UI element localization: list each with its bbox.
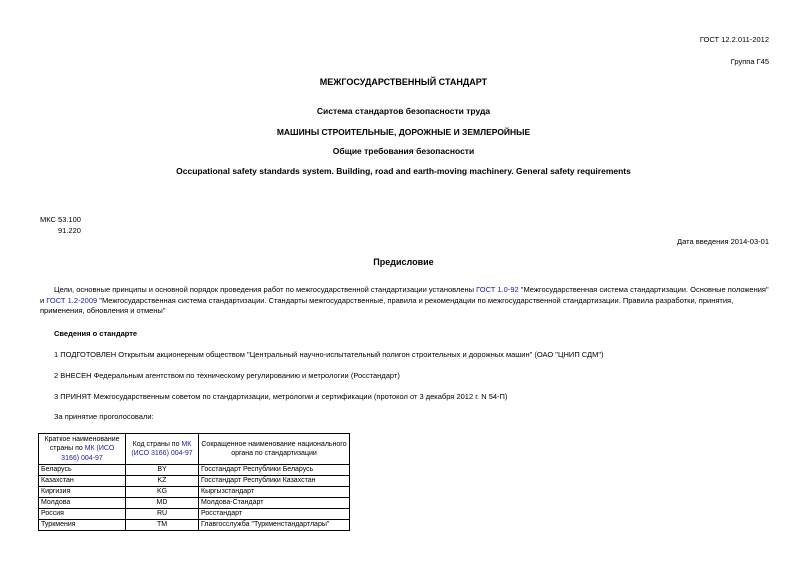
national-body-cell: Госстандарт Республики Казахстан (199, 476, 350, 487)
mk-iso-3166-code-link[interactable]: МК (ИСО 3166) 004-97 (131, 440, 193, 457)
national-body-cell: Росстандарт (199, 509, 350, 520)
national-body-cell: Госстандарт Республики Беларусь (199, 465, 350, 476)
column-header-country (39, 434, 126, 465)
document-title: МАШИНЫ СТРОИТЕЛЬНЫЕ, ДОРОЖНЫЕ И ЗЕМЛЕРОЙНЫЕ (276, 127, 531, 137)
standard-info-heading: Сведения о стандарте (54, 329, 138, 338)
foreword-text-3: "Межгосударственная система стандартизации. Стандарты межгосударственные, правила и рекомендации по межгосударственной стандартизации. Правила разработки, принятия, применения, обновления и отмены" (40, 295, 734, 315)
table-row (39, 520, 350, 531)
table-row (39, 498, 350, 509)
voting-countries-table (38, 433, 350, 531)
column-header-code (126, 434, 199, 465)
table-row (39, 465, 350, 476)
mks-code-secondary: 91.220 (58, 226, 81, 235)
english-title: Occupational safety standards system. Building, road and earth-moving machinery. General safety requirements (176, 166, 631, 176)
system-title: Система стандартов безопасности труда (316, 106, 491, 116)
national-body-cell: Главгосслужба "Туркменстандартлары" (199, 520, 350, 531)
country-cell: Киргизия (39, 487, 126, 498)
foreword-paragraph (40, 285, 772, 317)
country-cell: Туркмения (39, 520, 126, 531)
introduction-date: Дата введения 2014-03-01 (677, 237, 769, 246)
table-row (39, 476, 350, 487)
column-header-country-text: Краткое наименование страны по (44, 435, 120, 453)
mks-code: МКС 53.100 (40, 215, 81, 224)
info-item-introduced: 2 ВНЕСЕН Федеральным агентством по техническому регулированию и метрологии (Росстандарт) (54, 371, 400, 380)
voted-label: За принятие проголосовали: (54, 412, 154, 421)
country-code-cell: KG (126, 487, 199, 498)
national-body-cell: Молдова-Стандарт (199, 498, 350, 509)
group-label: Группа Г45 (730, 57, 769, 66)
country-code-cell: MD (126, 498, 199, 509)
country-cell: Молдова (39, 498, 126, 509)
foreword-text-1: Цели, основные принципы и основной порядок проведения работ по межгосударственной стандартизации установлены (54, 285, 477, 294)
country-cell: Беларусь (39, 465, 126, 476)
foreword-text-2: "Межгосударственная система стандартизации. Основные положения" и (40, 285, 769, 305)
table-row (39, 487, 350, 498)
gost-1-0-92-link[interactable]: ГОСТ 1.0-92 (476, 285, 519, 294)
column-header-code-text: Код страны по (132, 440, 182, 448)
column-header-national-body: Сокращенное наименование национального органа по стандартизации (199, 434, 350, 465)
country-cell: Казахстан (39, 476, 126, 487)
foreword-heading: Предисловие (373, 257, 434, 267)
standard-type-heading: МЕЖГОСУДАРСТВЕННЫЙ СТАНДАРТ (319, 77, 488, 87)
info-item-adopted: 3 ПРИНЯТ Межгосударственным советом по стандартизации, метрологии и сертификации (протокол от 3 декабря 2012 г. N 54-П) (54, 392, 508, 401)
country-code-cell: RU (126, 509, 199, 520)
doc-code: ГОСТ 12.2.011-2012 (699, 35, 769, 44)
document-subtitle: Общие требования безопасности (332, 146, 475, 156)
country-code-cell: KZ (126, 476, 199, 487)
country-code-cell: TM (126, 520, 199, 531)
gost-1-2-2009-link[interactable]: ГОСТ 1.2-2009 (46, 295, 98, 305)
country-code-cell: BY (126, 465, 199, 476)
mk-iso-3166-link[interactable]: МК (ИСО 3166) 004-97 (61, 445, 115, 462)
info-item-prepared: 1 ПОДГОТОВЛЕН Открытым акционерным обществом "Центральный научно-испытательный полигон строительных и дорожных машин" (ОАО "ЦНИП СДМ") (54, 350, 604, 359)
table-header-row (39, 434, 350, 465)
table-row (39, 509, 350, 520)
national-body-cell: Кыргызстандарт (199, 487, 350, 498)
country-cell: Россия (39, 509, 126, 520)
